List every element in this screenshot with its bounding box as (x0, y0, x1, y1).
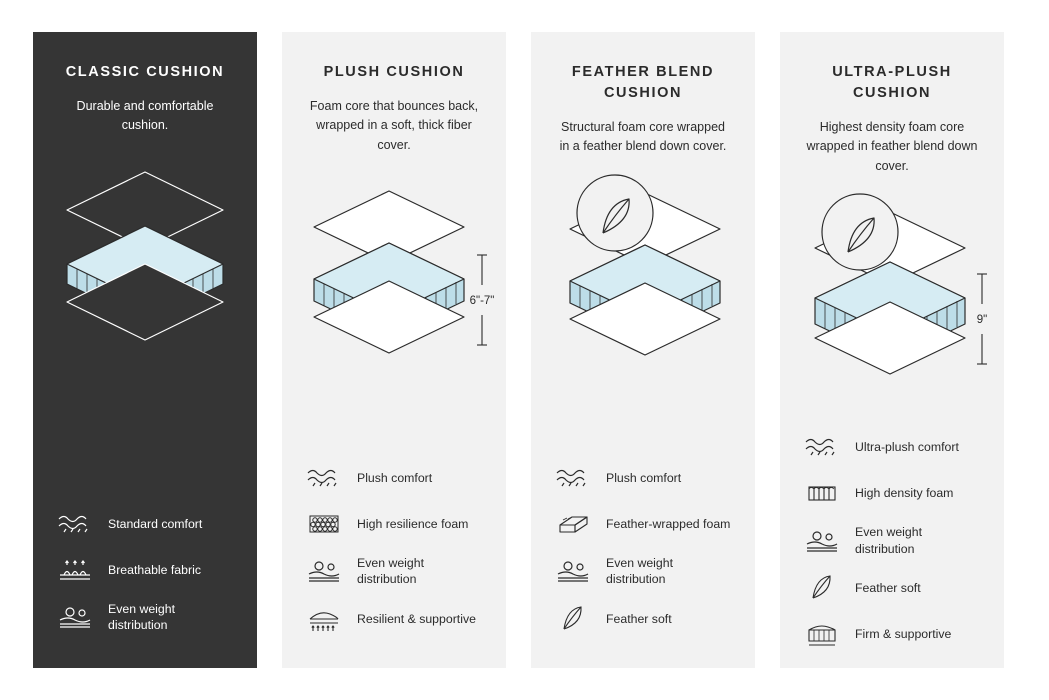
cushion-card-classic[interactable] (33, 32, 257, 668)
feature-label: Feather-wrapped foam (606, 516, 731, 531)
card-description: Durable and comfortable cushion. (76, 99, 214, 133)
cushion-card-plush[interactable] (282, 32, 506, 668)
feature-item (553, 509, 733, 539)
left-edge-spacer (0, 32, 33, 42)
cushion-exploded-illustration (553, 163, 733, 413)
card-spacer (506, 32, 531, 42)
cushion-card-feather-blend[interactable] (531, 32, 755, 668)
cushion-exploded-illustration (802, 182, 988, 432)
feature-label: Plush comfort (606, 470, 682, 485)
feature-label: Standard comfort (108, 516, 203, 531)
feature-label: Resilient & supportive (357, 611, 476, 626)
card-spacer (755, 32, 780, 42)
feature-label: Breathable fabric (108, 562, 201, 577)
card-title: PLUSH CUSHION (323, 64, 465, 80)
dimension-label: 9" (976, 314, 988, 327)
feature-label: Even weight distribution (357, 555, 424, 587)
feature-label: Even weight distribution (606, 555, 673, 587)
feather-wrapped-foam-icon (553, 509, 593, 539)
resilient-support-icon (304, 604, 344, 634)
wavy-lines-icon (304, 463, 344, 493)
feature-label: High density foam (855, 485, 954, 500)
card-title: FEATHER BLEND CUSHION (571, 64, 715, 102)
even-weight-distribution-icon (553, 556, 593, 586)
leaf-icon (553, 604, 593, 634)
feature-label: Even weight distribution (855, 525, 922, 556)
card-title: ULTRA-PLUSH CUSHION (832, 64, 952, 102)
breathable-fabric-icon (55, 555, 95, 585)
feature-item (802, 478, 982, 508)
feature-item (304, 604, 484, 634)
feature-item (802, 432, 982, 462)
feature-label: High resilience foam (357, 516, 469, 531)
wavy-lines-icon (802, 432, 842, 462)
feature-item (55, 509, 235, 539)
high-density-foam-icon (802, 478, 842, 508)
feature-item (802, 619, 982, 649)
card-description: Foam core that bounces back, wrapped in a soft, thick fiber cover. (309, 99, 479, 152)
cushion-exploded-illustration (55, 142, 235, 392)
cushion-exploded-illustration (304, 161, 495, 411)
leaf-icon (802, 573, 842, 603)
feature-label: Feather soft (855, 581, 921, 596)
feature-label: Even weight distribution (108, 601, 175, 633)
feature-list (553, 463, 733, 650)
cushion-card-ultra-plush[interactable] (780, 32, 1004, 668)
feature-label: Firm & supportive (855, 627, 952, 642)
firm-support-icon (802, 619, 842, 649)
wavy-lines-icon (553, 463, 593, 493)
feature-item (55, 601, 235, 634)
feature-item (802, 524, 982, 557)
even-weight-distribution-icon (55, 602, 95, 632)
card-title: CLASSIC CUSHION (65, 64, 225, 80)
feature-item (55, 555, 235, 585)
feature-item (553, 463, 733, 493)
wavy-lines-icon (55, 509, 95, 539)
honeycomb-foam-icon (304, 509, 344, 539)
right-edge-spacer (1004, 32, 1037, 42)
feature-item (802, 573, 982, 603)
card-description: Highest density foam core wrapped in feather blend down cover. (806, 120, 978, 173)
feature-item (304, 509, 484, 539)
feature-list (304, 463, 484, 650)
feature-list (802, 432, 982, 665)
even-weight-distribution-icon (304, 556, 344, 586)
feature-item (304, 555, 484, 588)
feature-label: Plush comfort (357, 470, 433, 485)
feature-item (553, 555, 733, 588)
even-weight-distribution-icon (802, 526, 842, 556)
card-spacer (257, 32, 282, 42)
feature-label: Ultra-plush comfort (855, 439, 959, 454)
feature-item (553, 604, 733, 634)
dimension-label: 6"-7" (469, 295, 495, 308)
feature-item (304, 463, 484, 493)
feature-label: Feather soft (606, 611, 672, 626)
feature-list (55, 509, 235, 650)
card-description: Structural foam core wrapped in a feather blend down cover. (559, 120, 727, 154)
